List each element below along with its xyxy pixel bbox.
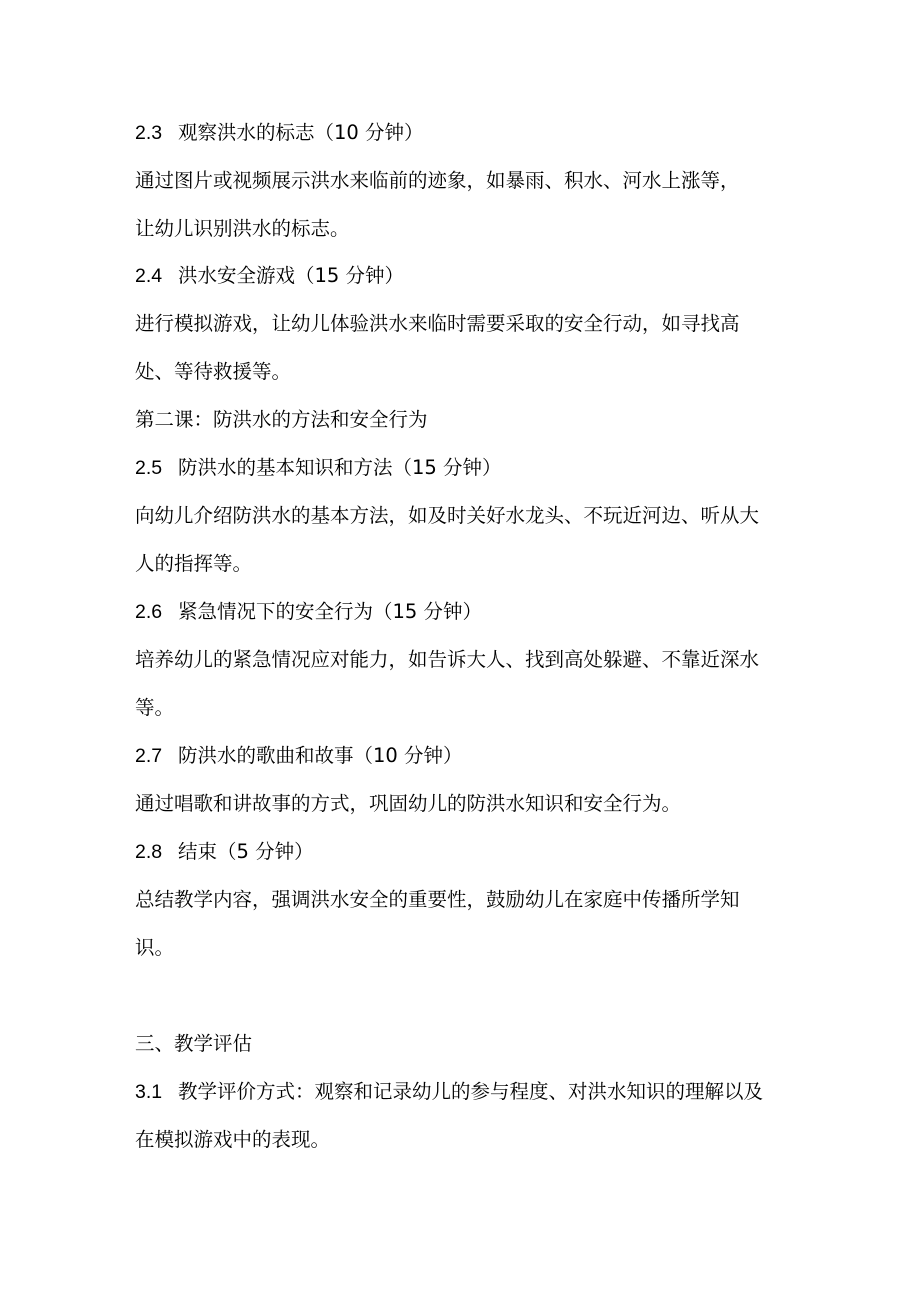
heading-3-1 bbox=[135, 1078, 795, 1106]
heading-text: 教学评价方式：观察和记录幼儿的参与程度、对洪水知识的理解以及 bbox=[178, 1080, 764, 1103]
section-number: 2.7 bbox=[135, 745, 163, 767]
section-number: 2.3 bbox=[135, 122, 163, 144]
heading-text: 防洪水的歌曲和故事（10 分钟） bbox=[178, 744, 463, 767]
heading-2-5 bbox=[135, 454, 795, 482]
paragraph-line: 让幼儿识别洪水的标志。 bbox=[135, 217, 350, 240]
section-number: 2.8 bbox=[135, 841, 163, 863]
paragraph-line: 进行模拟游戏，让幼儿体验洪水来临时需要采取的安全行动，如寻找高 bbox=[135, 312, 740, 335]
section-number: 2.5 bbox=[135, 457, 163, 479]
paragraph-line: 在模拟游戏中的表现。 bbox=[135, 1128, 331, 1151]
section-number: 3.1 bbox=[135, 1081, 163, 1103]
heading-2-4 bbox=[135, 262, 795, 290]
heading-2-3 bbox=[135, 119, 795, 147]
lesson-title: 第二课：防洪水的方法和安全行为 bbox=[135, 408, 428, 431]
paragraph-line: 处、等待救援等。 bbox=[135, 360, 292, 383]
heading-2-6 bbox=[135, 598, 795, 626]
section-number: 2.6 bbox=[135, 601, 163, 623]
heading-text: 防洪水的基本知识和方法（15 分钟） bbox=[178, 456, 502, 479]
heading-2-7 bbox=[135, 742, 795, 770]
heading-2-8 bbox=[135, 838, 795, 866]
heading-text: 观察洪水的标志（10 分钟） bbox=[178, 121, 424, 144]
section-number: 2.4 bbox=[135, 265, 163, 287]
paragraph-line: 通过唱歌和讲故事的方式，巩固幼儿的防洪水知识和安全行为。 bbox=[135, 792, 682, 815]
heading-text: 洪水安全游戏（15 分钟） bbox=[178, 264, 405, 287]
heading-text: 紧急情况下的安全行为（15 分钟） bbox=[178, 600, 483, 623]
paragraph-line: 通过图片或视频展示洪水来临前的迹象，如暴雨、积水、河水上涨等， bbox=[135, 169, 740, 192]
paragraph-line: 培养幼儿的紧急情况应对能力，如告诉大人、找到高处躲避、不靠近深水 bbox=[135, 648, 760, 671]
heading-text: 结束（5 分钟） bbox=[178, 840, 314, 863]
section-title: 三、教学评估 bbox=[135, 1032, 253, 1055]
paragraph-line: 人的指挥等。 bbox=[135, 552, 253, 575]
paragraph-line: 等。 bbox=[135, 696, 175, 719]
paragraph-line: 向幼儿介绍防洪水的基本方法，如及时关好水龙头、不玩近河边、听从大 bbox=[135, 504, 760, 527]
paragraph-line: 识。 bbox=[135, 936, 175, 959]
paragraph-line: 总结教学内容，强调洪水安全的重要性，鼓励幼儿在家庭中传播所学知 bbox=[135, 888, 740, 911]
